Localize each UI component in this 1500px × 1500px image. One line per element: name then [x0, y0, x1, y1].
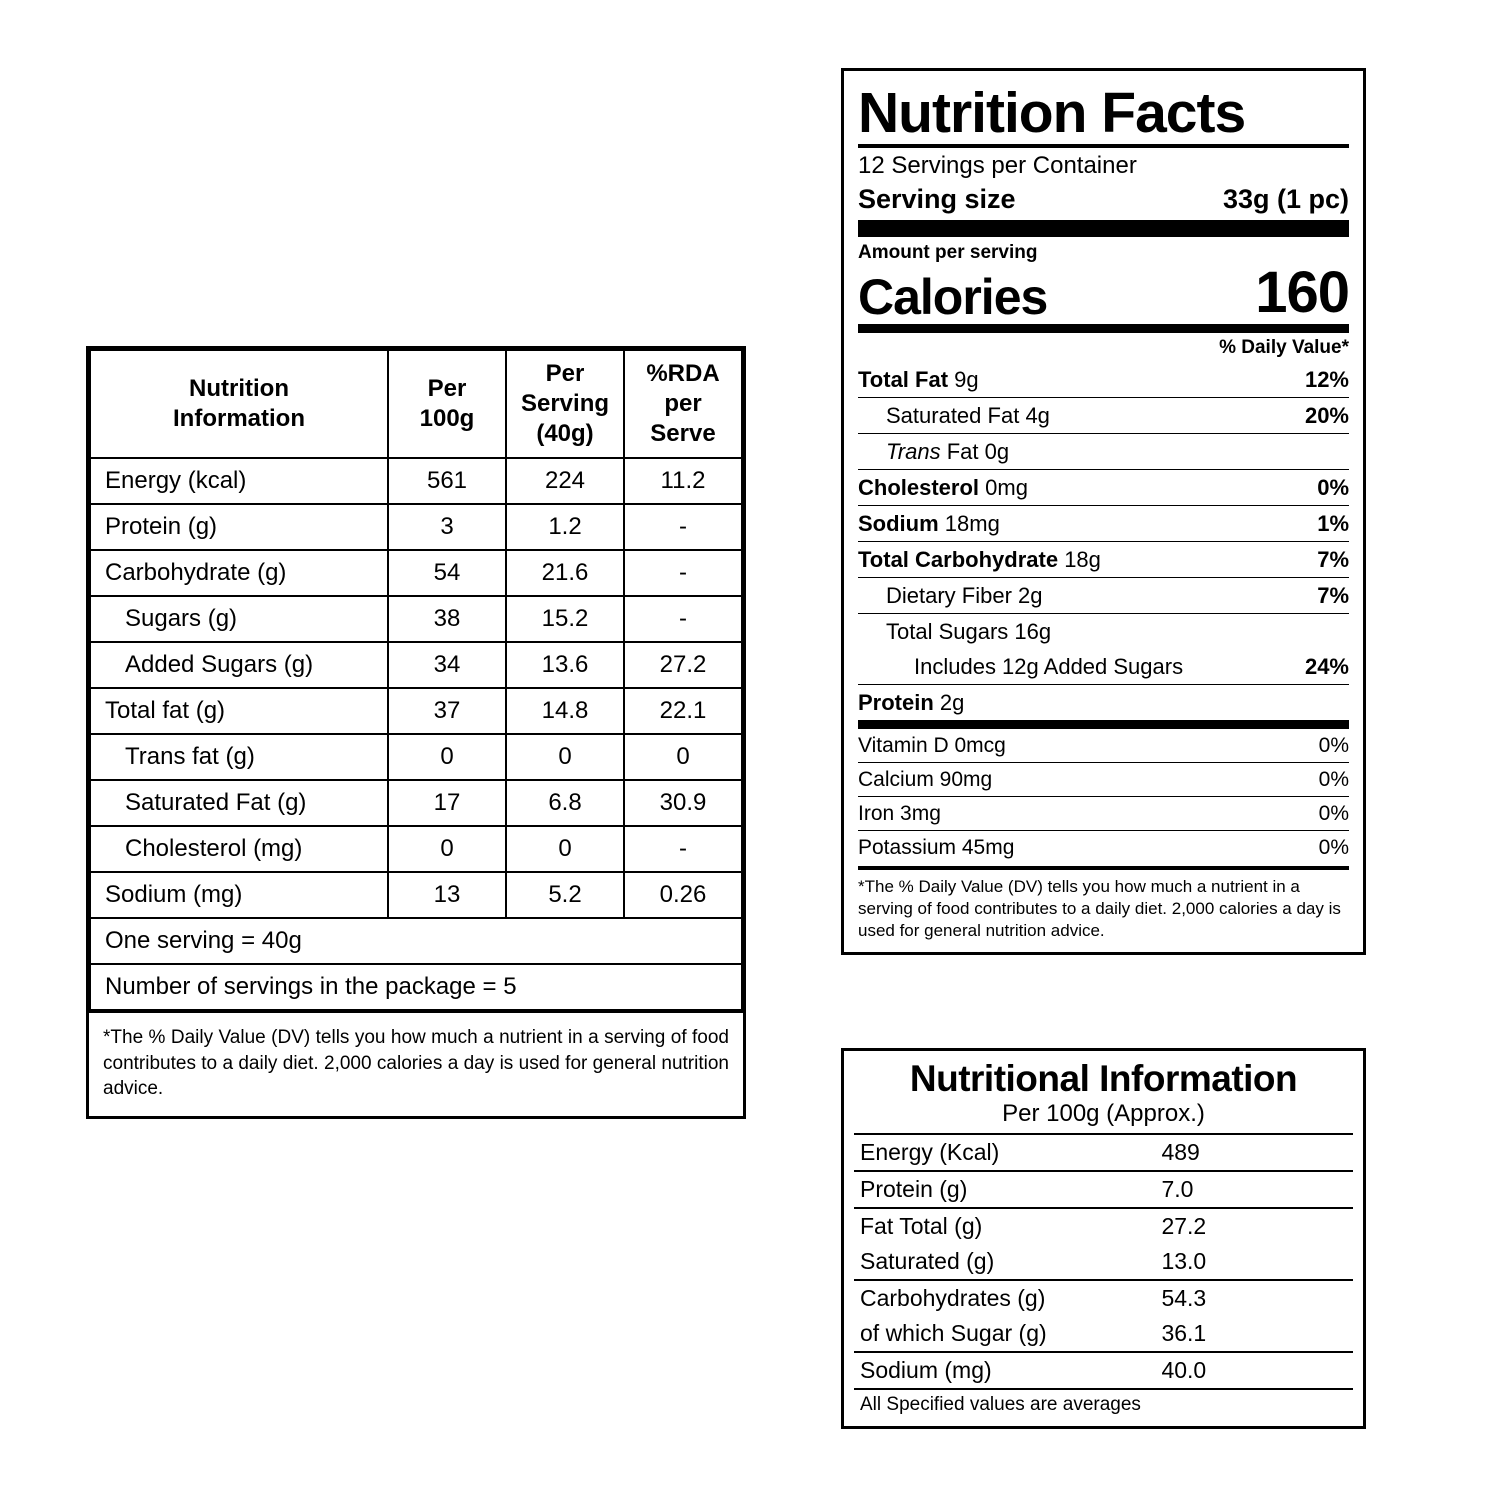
- nutrient-row: [858, 397, 1349, 433]
- vitamin-row: [858, 796, 1349, 830]
- row-per-100g: 37: [388, 688, 506, 734]
- header-per-serving: [506, 350, 624, 458]
- nutritional-information-table: [854, 1133, 1353, 1388]
- vitamin-dv: 0%: [1318, 836, 1349, 859]
- table-header-row: [90, 350, 742, 458]
- serving-size-row: [858, 182, 1349, 220]
- table-row: [854, 1280, 1353, 1316]
- nutrient-row: [858, 684, 1349, 720]
- nutrient-amount: Fat 0g: [946, 439, 1010, 464]
- nutrient-name: [858, 511, 1000, 537]
- nutrient-row: [858, 469, 1349, 505]
- row-per-100g: 54: [388, 550, 506, 596]
- amount-per-serving-label: Amount per serving: [858, 242, 1038, 263]
- serving-size-value: 33g (1 pc): [1222, 184, 1349, 214]
- header-line: %RDA: [646, 360, 720, 387]
- divider-medium: [858, 720, 1349, 729]
- table-row: [854, 1208, 1353, 1244]
- row-key: of which Sugar (g): [860, 1319, 1047, 1346]
- nutrient-name: [858, 547, 1101, 573]
- nutrient-label: Total Sugars: [886, 619, 1009, 644]
- calories-value: 160: [1255, 260, 1349, 325]
- header-line: Nutrition: [189, 375, 289, 402]
- nutrient-label: Total Fat: [858, 367, 949, 392]
- row-per-serving: 1.2: [506, 504, 624, 550]
- table-row: [90, 872, 742, 918]
- calories-row: [858, 260, 1349, 325]
- row-rda: -: [624, 550, 742, 596]
- nutrient-label: Includes 12g Added Sugars: [914, 654, 1184, 679]
- nutritional-information-panel: [841, 1048, 1366, 1429]
- nutrition-facts-title: Nutrition Facts: [858, 81, 1246, 145]
- row-per-serving: 224: [506, 458, 624, 504]
- servings-count-note: Number of servings in the package = 5: [90, 964, 742, 1010]
- nutrient-row: [858, 505, 1349, 541]
- header-line: Per: [427, 375, 467, 402]
- row-per-serving: 13.6: [506, 642, 624, 688]
- header-nutrition-information: [90, 350, 388, 458]
- row-value: 54.3: [1133, 1280, 1353, 1316]
- row-value: 27.2: [1133, 1208, 1353, 1244]
- vitamins-list: [858, 729, 1349, 864]
- daily-value-header: % Daily Value*: [1219, 337, 1349, 358]
- row-label: Protein (g): [90, 504, 388, 550]
- nutrient-amount: 2g: [1018, 583, 1043, 608]
- nutrient-name: [858, 475, 1028, 501]
- nutrient-dv: 12%: [1304, 367, 1349, 392]
- table-row: [90, 596, 742, 642]
- nutrient-row: [858, 613, 1349, 649]
- row-rda: -: [624, 826, 742, 872]
- row-label: Cholesterol (mg): [90, 826, 388, 872]
- servings-count-row: [90, 964, 742, 1010]
- header-line: (40g): [536, 420, 594, 447]
- table-row: [90, 642, 742, 688]
- nutrient-name: [858, 690, 964, 716]
- nutrient-label: Protein: [858, 690, 934, 715]
- nutrient-amount: 9g: [954, 367, 979, 392]
- table-row: [90, 734, 742, 780]
- serving-note-row: [90, 918, 742, 964]
- nutrient-row: [858, 433, 1349, 469]
- nutrient-amount: 18mg: [944, 511, 1000, 536]
- row-label: Total fat (g): [90, 688, 388, 734]
- row-per-100g: 38: [388, 596, 506, 642]
- header-line: Serving: [520, 390, 610, 417]
- nutrient-amount: 4g: [1025, 403, 1050, 428]
- divider-thick: [858, 220, 1349, 237]
- row-value: 36.1: [1161, 1319, 1207, 1346]
- nutrient-amount: 18g: [1064, 547, 1101, 572]
- serving-note: One serving = 40g: [90, 918, 742, 964]
- table-row: [90, 780, 742, 826]
- row-per-100g: 3: [388, 504, 506, 550]
- row-per-100g: 17: [388, 780, 506, 826]
- nutrient-dv: 7%: [1317, 583, 1349, 608]
- nutritional-information-footnote: All Specified values are averages: [854, 1388, 1353, 1418]
- vitamin-dv: 0%: [1318, 734, 1349, 757]
- nutrient-amount: 16g: [1014, 619, 1052, 644]
- nutrient-dv: 24%: [1304, 654, 1349, 679]
- row-label: Added Sugars (g): [90, 642, 388, 688]
- nutrient-label: Total Carbohydrate: [858, 547, 1059, 572]
- row-value: 7.0: [1133, 1171, 1353, 1208]
- row-key: Protein (g): [854, 1171, 1133, 1208]
- nutrient-name: [858, 367, 979, 393]
- nutrient-label: Sodium: [858, 511, 939, 536]
- nutrient-dv: 1%: [1317, 511, 1349, 536]
- row-value: 13.0: [1161, 1247, 1207, 1274]
- table-row: [90, 688, 742, 734]
- nutrient-amount: 2g: [939, 690, 965, 715]
- table-row: [854, 1171, 1353, 1208]
- table-row: [854, 1352, 1353, 1388]
- table-row: [90, 550, 742, 596]
- row-key: Carbohydrates (g): [854, 1280, 1133, 1316]
- vitamin-dv: 0%: [1318, 768, 1349, 791]
- nutrient-dv: 20%: [1304, 403, 1349, 428]
- row-per-serving: 5.2: [506, 872, 624, 918]
- left-table-footnote: *The % Daily Value (DV) tells you how much a nutrient in a serving of food contributes to a daily diet. 2,000 calories a day is used for general nutrition advice.: [89, 1011, 743, 1116]
- rda-nutrition-table: [89, 349, 743, 1011]
- vitamin-name: Vitamin D 0mcg: [858, 734, 1006, 757]
- servings-per-container: 12 Servings per Container: [858, 152, 1137, 179]
- nutrient-label: Saturated Fat: [886, 403, 1020, 428]
- row-value: 489: [1133, 1134, 1353, 1171]
- table-row: [90, 504, 742, 550]
- table-row: [90, 458, 742, 504]
- row-rda: 0.26: [624, 872, 742, 918]
- nutrient-row: [858, 649, 1349, 684]
- nutrient-dv: 7%: [1317, 547, 1349, 572]
- row-rda: 30.9: [624, 780, 742, 826]
- row-label: Trans fat (g): [90, 734, 388, 780]
- row-value: 40.0: [1133, 1352, 1353, 1388]
- row-rda: -: [624, 504, 742, 550]
- vitamin-row: [858, 830, 1349, 864]
- header-line: Information: [173, 405, 305, 432]
- row-rda: 27.2: [624, 642, 742, 688]
- row-key: Sodium (mg): [854, 1352, 1133, 1388]
- row-per-100g: 561: [388, 458, 506, 504]
- header-line: Per: [545, 360, 585, 387]
- row-label: Carbohydrate (g): [90, 550, 388, 596]
- row-rda: -: [624, 596, 742, 642]
- row-key: Saturated (g): [860, 1247, 995, 1274]
- nutrient-row: [858, 577, 1349, 613]
- divider-medium: [858, 324, 1349, 333]
- header-line: per: [664, 390, 702, 417]
- row-key: Fat Total (g): [854, 1208, 1133, 1244]
- table-row: [854, 1316, 1353, 1352]
- nutrient-label: Dietary Fiber: [886, 583, 1012, 608]
- row-per-100g: 34: [388, 642, 506, 688]
- row-per-serving: 0: [506, 734, 624, 780]
- row-per-serving: 14.8: [506, 688, 624, 734]
- nutrients-list: [858, 362, 1349, 720]
- vitamin-name: Calcium 90mg: [858, 768, 993, 791]
- table-row: [854, 1134, 1353, 1171]
- calories-label: Calories: [858, 269, 1048, 325]
- nutrient-name: [886, 439, 1009, 465]
- row-per-serving: 21.6: [506, 550, 624, 596]
- header-per-100g: [388, 350, 506, 458]
- row-label: Sodium (mg): [90, 872, 388, 918]
- serving-size-label: Serving size: [858, 184, 1016, 214]
- nutrient-name: [886, 619, 1051, 645]
- row-label: Saturated Fat (g): [90, 780, 388, 826]
- table-row: [854, 1244, 1353, 1280]
- row-label: Sugars (g): [90, 596, 388, 642]
- row-per-100g: 0: [388, 826, 506, 872]
- nutrient-amount: 0mg: [985, 475, 1028, 500]
- nutrient-name: [886, 583, 1043, 609]
- header-rda-per-serve: [624, 350, 742, 458]
- row-per-100g: 0: [388, 734, 506, 780]
- row-key: Energy (Kcal): [854, 1134, 1133, 1171]
- nutrient-dv: 0%: [1317, 475, 1349, 500]
- nutrient-label: Cholesterol: [858, 475, 980, 500]
- nutrient-name: [914, 654, 1183, 680]
- row-rda: 11.2: [624, 458, 742, 504]
- nutrient-row: [858, 362, 1349, 397]
- nutritional-information-title: Nutritional Information: [909, 1058, 1298, 1099]
- rda-nutrition-table-panel: [86, 346, 746, 1119]
- nutrition-facts-footnote: *The % Daily Value (DV) tells you how much a nutrient in a serving of food contributes to a daily diet. 2,000 calories a day is used for general nutrition advice.: [858, 877, 1341, 941]
- header-line: 100g: [419, 405, 475, 432]
- row-per-serving: 0: [506, 826, 624, 872]
- row-per-100g: 13: [388, 872, 506, 918]
- vitamin-name: Potassium 45mg: [858, 836, 1015, 859]
- nutritional-information-subtitle: Per 100g (Approx.): [1002, 1099, 1205, 1127]
- row-per-serving: 15.2: [506, 596, 624, 642]
- vitamin-row: [858, 729, 1349, 762]
- nutrient-label: Trans: [886, 439, 941, 464]
- nutrient-row: [858, 541, 1349, 577]
- vitamin-row: [858, 762, 1349, 796]
- table-row: [90, 826, 742, 872]
- header-line: Serve: [650, 420, 716, 447]
- nutrient-name: [886, 403, 1050, 429]
- row-rda: 22.1: [624, 688, 742, 734]
- row-label: Energy (kcal): [90, 458, 388, 504]
- nutrition-facts-panel: [841, 68, 1366, 955]
- row-per-serving: 6.8: [506, 780, 624, 826]
- vitamin-name: Iron 3mg: [858, 802, 941, 825]
- vitamin-dv: 0%: [1318, 802, 1349, 825]
- row-rda: 0: [624, 734, 742, 780]
